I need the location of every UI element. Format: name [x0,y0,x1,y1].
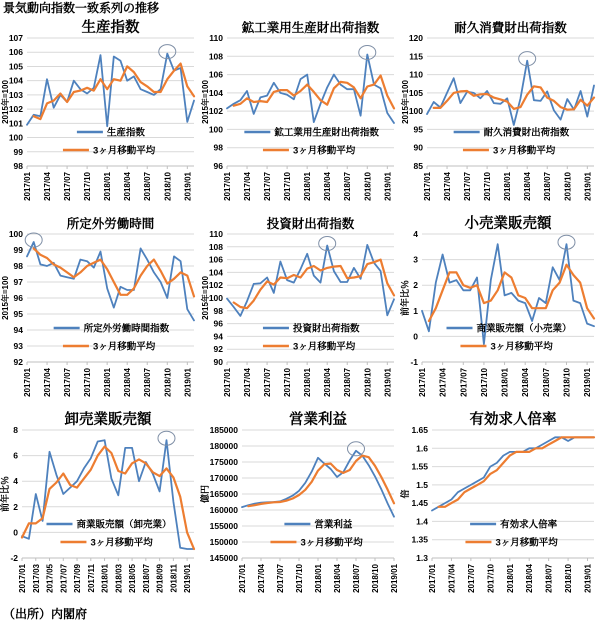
series-line-moving-average [34,64,194,120]
legend-label: 投資財出荷指数 [292,323,360,335]
y-tick-label: 100 [8,132,23,143]
y-tick-label: 104 [8,75,23,86]
x-tick-label: 2017/01 [23,172,32,201]
x-tick-label: 2019/01 [583,564,593,593]
y-tick-label: 106 [208,69,223,80]
y-tick-label: 110 [209,33,223,43]
x-tick-label: 2019/01 [183,368,193,397]
x-tick-label: 2017/07 [466,564,476,593]
x-tick-label: 2017/10 [479,368,489,397]
legend-label: 生産指数 [106,127,145,139]
x-tick-label: 2018/04 [525,564,535,593]
x-tick-label: 2018/05 [128,564,138,593]
y-tick-labels [10,425,18,563]
x-tick-label: 2017/07 [263,368,273,397]
x-tick-label: 2018/10 [564,564,574,593]
y-tick-label: 2 [413,280,418,291]
x-tick-label: 2018/04 [521,368,531,397]
y-tick-labels [210,425,239,563]
x-tick-label: 2018/01 [500,368,510,397]
x-tick-label: 2017/10 [283,368,293,397]
x-tick-label: 2017/04 [443,172,453,201]
x-tick-label: 2017/10 [83,368,93,397]
y-tick-labels [209,229,223,367]
x-tick-label: 2018/09 [155,564,165,593]
chart-svg-2 [200,18,400,214]
y-tick-label: 99 [13,245,23,255]
x-tick-label: 2017/11 [86,564,96,593]
x-tick-label: 2018/07 [143,368,153,397]
x-tick-label: 2018/04 [123,172,133,201]
y-tick-label: 1.4 [416,516,428,527]
y-axis-title: 2015年=100 [201,80,210,124]
y-tick-label: 165000 [209,489,238,499]
x-tick-label: 2018/10 [562,368,572,397]
y-tick-label: 175000 [209,457,238,467]
y-axis-title: 2015年=100 [1,80,10,124]
y-tick-label: 96 [13,293,23,303]
chart-title: 所定外労働時間 [66,217,155,231]
x-tick-label: 2017/01 [23,368,32,397]
charts-grid [0,18,600,606]
y-tick-label: -2 [10,553,18,563]
y-tick-label: 106 [208,254,223,265]
legend-label: 3ヶ月移動平均 [292,145,356,157]
y-tick-label: 92 [213,344,223,355]
legend-label: 営業利益 [314,519,353,531]
y-tick-label: 102 [8,104,23,115]
chart-svg-5 [200,214,400,410]
x-tick-label: 2019/01 [383,368,393,397]
y-tick-label: 103 [8,89,23,100]
chart-panel-2 [200,18,400,214]
x-tick-label: 2018/01 [503,172,513,201]
legend-label: 3ヶ月移動平均 [300,537,363,549]
y-tick-label: 115 [409,51,423,62]
x-tick-label: 2017/01 [223,172,232,201]
x-tick-label: 2018/04 [123,368,133,397]
y-tick-label: 104 [208,87,223,98]
y-tick-label: 108 [208,241,223,252]
annotation-circle [348,442,365,456]
chart-panel-7 [0,410,200,606]
y-tick-label: 94 [13,325,23,335]
y-tick-label: 105 [408,87,423,98]
y-tick-label: 160000 [209,505,238,515]
x-tick-label: 2018/10 [363,172,373,201]
legend [447,323,572,353]
x-tick-label: 2018/04 [323,368,333,397]
y-tick-label: 155000 [209,521,238,531]
y-tick-label: 0 [13,527,18,538]
chart-svg-8 [200,410,400,606]
y-tick-label: 185000 [209,425,238,435]
series-line-main [27,54,194,127]
y-tick-label: 108 [208,51,223,62]
legend-label: 3ヶ月移動平均 [92,145,156,157]
y-axis-title: 倍 [400,489,410,499]
y-tick-label: 145000 [209,553,238,563]
x-tick-label: 2017/10 [83,172,93,201]
y-tick-labels [411,425,428,563]
x-tick-label: 2017/10 [295,564,304,593]
chart-svg-6 [400,214,600,410]
x-tick-label: 2018/07 [343,172,353,201]
legend-label: 商業販売額（卸売業） [76,519,172,531]
x-tick-label: 2017/04 [257,564,266,593]
chart-svg-3 [400,18,600,214]
y-tick-label: 4 [413,229,418,239]
y-tick-label: 98 [213,142,223,153]
x-tick-label: 2017/09 [73,564,83,593]
y-tick-label: 1.6 [416,443,428,454]
chart-title: 営業利益 [289,412,347,428]
x-tick-label: 2019/01 [390,564,399,593]
x-tick-label: 2017/04 [43,368,53,397]
y-tick-label: 107 [8,33,23,43]
x-tick-labels [428,558,593,593]
x-tick-labels [23,362,192,397]
y-tick-label: 98 [213,305,223,316]
x-tick-label: 2017/07 [276,564,285,593]
x-tick-label: 2018/10 [363,368,373,397]
chart-panel-3 [400,18,600,214]
x-tick-labels [223,166,392,201]
series-line-main [227,245,394,316]
chart-panel-5 [200,214,400,410]
x-tick-label: 2017/10 [486,564,496,593]
x-tick-label: 2017/04 [43,172,53,201]
series-line-moving-average [439,437,595,507]
x-tick-label: 2019/01 [583,172,593,201]
x-tick-label: 2017/03 [31,564,41,593]
chart-svg-9 [400,410,600,606]
y-tick-labels [209,33,223,171]
legend [54,323,170,353]
legend-label: 3ヶ月移動平均 [492,145,556,157]
legend [263,323,360,353]
y-tick-label: 96 [213,161,223,171]
y-tick-label: 97 [13,277,23,287]
x-tick-label: 2018/03 [114,564,124,593]
legend-label: 有効求人倍率 [500,519,558,531]
chart-title: 耐久消費財出荷指数 [454,21,567,35]
y-tick-label: 90 [413,142,423,153]
y-tick-label: 101 [8,118,23,129]
y-tick-label: 100 [8,229,23,239]
y-tick-label: 2 [13,501,18,512]
x-tick-label: 2017/04 [438,368,448,397]
y-tick-label: 95 [13,309,23,319]
y-tick-label: 170000 [209,473,238,483]
y-tick-label: 100 [208,293,223,303]
y-tick-label: 96 [213,318,223,329]
y-tick-label: 8 [13,425,18,435]
chart-svg-4 [0,214,200,410]
series-line-moving-average [248,456,394,507]
legend [454,127,570,157]
chart-panel-8 [200,410,400,606]
legend-label: 耐久消費財出荷指数 [483,127,570,139]
y-tick-label: 1.3 [416,553,428,563]
x-tick-label: 2017/04 [447,564,457,593]
x-tick-label: 2019/01 [583,368,593,397]
x-tick-label: 2018/07 [541,368,551,397]
y-tick-labels [410,229,418,367]
x-tick-label: 2017/04 [243,368,253,397]
x-tick-label: 2017/07 [463,172,473,201]
y-tick-label: 1.5 [416,479,428,490]
x-tick-label: 2018/10 [563,172,573,201]
legend [244,127,379,157]
x-tick-label: 2017/01 [18,564,27,593]
y-axis-title: 2015年=100 [401,80,410,124]
x-tick-label: 2018/04 [323,172,333,201]
x-tick-label: 2017/07 [263,172,273,201]
chart-panel-1 [0,18,200,214]
x-tick-label: 2018/01 [303,368,313,397]
chart-title: 有効求人倍率 [469,412,557,428]
y-tick-label: 105 [8,61,23,72]
legend [465,519,558,549]
x-tick-label: 2018/04 [333,564,342,593]
x-tick-label: 2017/07 [59,564,69,593]
y-tick-labels [9,229,23,367]
y-tick-label: 0 [413,331,418,342]
x-tick-label: 2018/01 [314,564,323,593]
x-tick-label: 2018/07 [143,172,153,201]
x-tick-label: 2017/10 [483,172,493,201]
y-axis-title: 2015年=100 [201,276,210,320]
y-tick-label: 100 [208,124,223,135]
x-tick-label: 2017/01 [223,368,232,397]
x-tick-label: 2019/01 [183,172,193,201]
y-tick-label: 100 [408,106,423,117]
y-tick-label: 110 [409,69,423,80]
x-tick-label: 2018/07 [544,564,554,593]
x-tick-labels [18,558,192,593]
y-axis-title: 2015年=100 [1,276,10,320]
y-tick-label: 85 [413,161,423,171]
x-tick-label: 2018/01 [103,368,113,397]
y-tick-label: 1.55 [411,461,428,472]
legend-label: 所定外労働時間指数 [83,323,170,335]
page-title: 景気動向指数一致系列の推移 [3,1,160,15]
y-tick-label: 94 [213,331,223,342]
y-tick-label: 104 [208,267,223,278]
legend-label: 3ヶ月移動平均 [92,341,156,353]
chart-svg-7 [0,410,200,606]
legend-label: 3ヶ月移動平均 [490,341,553,353]
x-tick-label: 2017/01 [428,564,437,593]
y-tick-label: 4 [13,476,18,487]
y-tick-label: 98 [13,261,23,271]
y-axis-title: 前年比％ [0,475,10,513]
y-tick-label: 98 [13,161,23,171]
y-tick-label: 95 [413,124,423,135]
x-tick-label: 2018/07 [141,564,151,593]
x-tick-label: 2017/05 [45,564,55,593]
chart-panel-6 [400,214,600,410]
legend-label: 3ヶ月移動平均 [292,341,356,353]
x-tick-label: 2019/01 [383,172,393,201]
x-tick-label: 2017/01 [423,172,432,201]
y-tick-label: 106 [8,47,23,58]
source-note: （出所）内閣府 [3,607,88,621]
x-tick-label: 2018/01 [100,564,110,593]
x-tick-label: 2019/01 [183,564,193,593]
x-tick-label: 2018/10 [371,564,380,593]
y-tick-labels [9,33,23,171]
y-tick-label: 120 [408,33,423,43]
x-tick-label: 2017/07 [459,368,469,397]
y-tick-label: 1.35 [411,534,428,545]
legend-label: 鉱工業用生産財出荷指数 [274,127,379,139]
y-tick-label: 1.45 [411,498,428,509]
legend [270,519,363,549]
x-tick-label: 2018/07 [343,368,353,397]
x-tick-label: 2018/11 [169,564,179,593]
legend-label: 商業販売額（小売業） [476,323,572,335]
chart-svg-1 [0,18,200,214]
chart-title: 生産指数 [81,20,140,36]
x-tick-label: 2017/07 [63,172,73,201]
x-tick-labels [23,166,192,201]
x-tick-label: 2017/01 [418,368,427,397]
y-tick-label: 1 [413,305,418,316]
x-tick-label: 2017/01 [238,564,247,593]
y-tick-label: 92 [13,357,23,367]
x-tick-label: 2018/04 [523,172,533,201]
y-tick-label: 99 [13,146,23,157]
chart-panel-4 [0,214,200,410]
chart-panel-9 [400,410,600,606]
x-tick-label: 2017/10 [283,172,293,201]
x-tick-labels [423,166,592,201]
chart-title: 小売業販売額 [464,216,552,232]
y-tick-label: 90 [213,357,223,367]
y-tick-label: 102 [208,106,223,117]
y-tick-label: 1.65 [411,425,428,435]
x-tick-label: 2018/07 [543,172,553,201]
y-tick-label: 93 [13,341,23,351]
x-tick-labels [223,362,392,397]
x-tick-label: 2018/01 [103,172,113,201]
x-tick-label: 2018/10 [163,368,173,397]
chart-title: 投資財出荷指数 [266,217,355,231]
chart-title: 卸売業販売額 [64,412,152,428]
y-axis-title: 前年比％ [400,279,410,317]
y-tick-label: 3 [413,254,418,265]
chart-title: 鉱工業用生産財出荷指数 [241,21,380,35]
y-tick-label: 102 [208,280,223,291]
x-tick-label: 2018/10 [163,172,173,201]
y-tick-label: 180000 [209,441,238,451]
y-axis-title: 億円 [200,484,210,504]
y-tick-label: 150000 [209,537,238,547]
x-tick-label: 2018/01 [505,564,515,593]
legend [47,519,172,549]
y-tick-label: 110 [209,229,223,239]
x-tick-label: 2018/07 [352,564,361,593]
legend-label: 3ヶ月移動平均 [495,537,558,549]
x-tick-labels [238,558,399,593]
x-tick-labels [418,362,592,397]
x-tick-label: 2018/01 [303,172,313,201]
x-tick-label: 2017/07 [63,368,73,397]
legend-label: 3ヶ月移動平均 [90,537,153,549]
y-tick-label: -1 [410,357,418,367]
y-tick-labels [409,33,423,171]
x-tick-label: 2017/04 [243,172,253,201]
y-tick-label: 6 [13,450,18,461]
